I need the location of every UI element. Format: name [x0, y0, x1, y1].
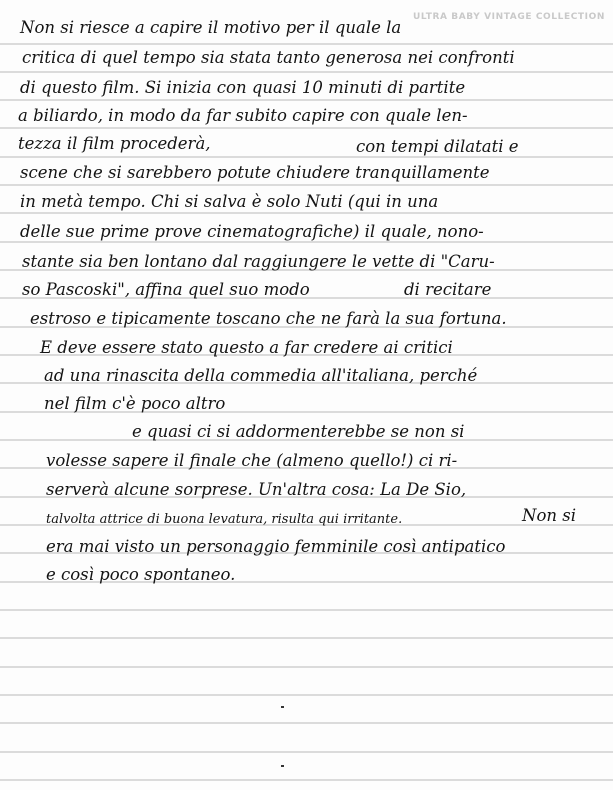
- handwritten-line: volesse sapere il finale che (almeno quello!) ci ri-: [46, 451, 458, 470]
- handwritten-line: a biliardo, in modo da far subito capire con quale len-: [18, 106, 468, 125]
- handwritten-line: e così poco spontaneo.: [46, 565, 236, 584]
- handwritten-line: Non si riesce a capire il motivo per il quale la: [20, 18, 402, 37]
- handwritten-line: E deve essere stato questo a far credere ai critici: [40, 338, 453, 357]
- handwritten-line: scene che si sarebbero potute chiudere tranquillamente: [20, 163, 490, 182]
- handwritten-line: in metà tempo. Chi si salva è solo Nuti (qui in una: [20, 192, 439, 211]
- handwritten-line: so Pascoski", affina quel suo modo: [22, 280, 310, 299]
- handwritten-line: tezza il film procederà,: [18, 134, 211, 153]
- handwritten-line: con tempi dilatati e: [356, 137, 519, 156]
- handwritten-line: di questo film. Si inizia con quasi 10 minuti di partite: [20, 78, 466, 97]
- handwritten-line: era mai visto un personaggio femminile così antipatico: [46, 537, 506, 556]
- handwritten-line: ad una rinascita della commedia all'italiana, perché: [44, 366, 478, 385]
- handwritten-line: estroso e tipicamente toscano che ne farà la sua fortuna.: [30, 309, 507, 328]
- watermark: ULTRA BABY VINTAGE COLLECTION: [412, 12, 605, 22]
- handwritten-line: nel film c'è poco altro: [44, 394, 226, 413]
- handwritten-line: serverà alcune sorprese. Un'altra cosa: La De Sio,: [46, 480, 467, 499]
- handwritten-line: critica di quel tempo sia stata tanto generosa nei confronti: [22, 48, 515, 67]
- handwritten-line: di recitare: [404, 280, 492, 299]
- handwritten-line: e quasi ci si addormenterebbe se non si: [132, 422, 465, 441]
- handwritten-line: stante sia ben lontano dal raggiungere le vette di "Caru-: [22, 252, 495, 271]
- handwritten-line: talvolta attrice di buona levatura, risulta qui irritante.: [46, 512, 403, 527]
- handwritten-line: delle sue prime prove cinematografiche) il quale, nono-: [20, 222, 484, 241]
- handwritten-line: Non si: [522, 506, 576, 525]
